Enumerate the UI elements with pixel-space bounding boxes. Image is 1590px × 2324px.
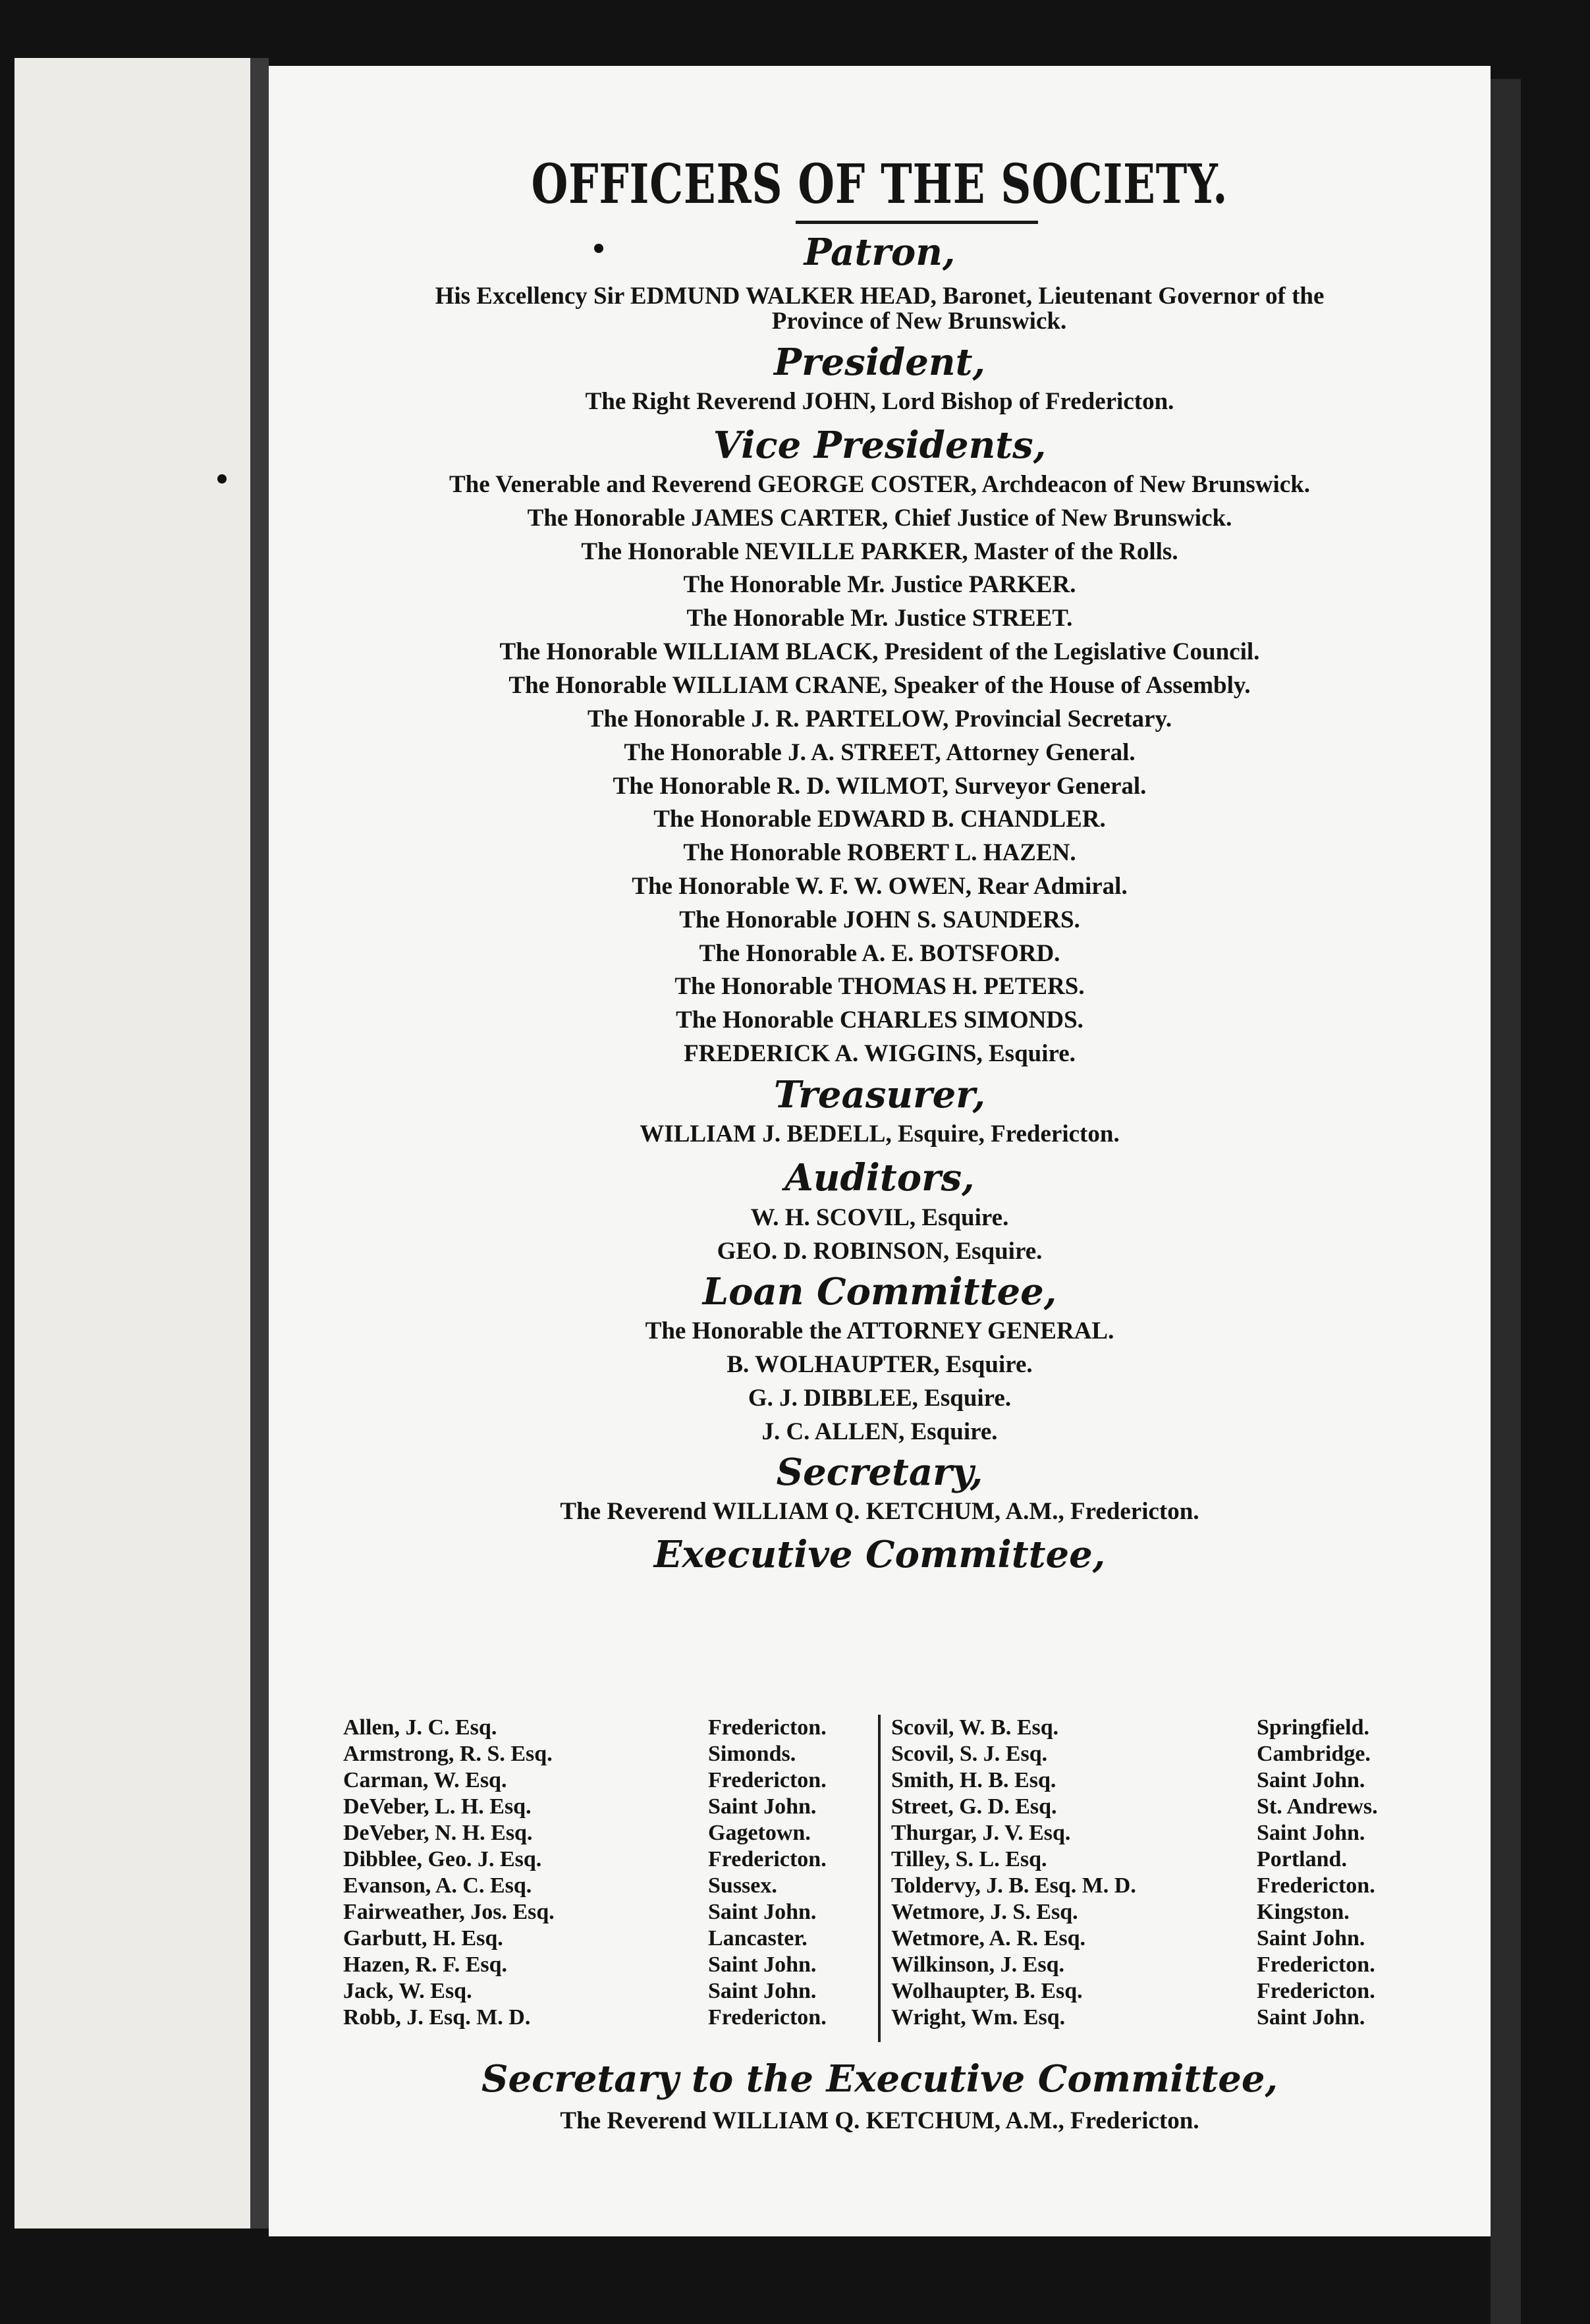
- member-place: Cambridge.: [1257, 1742, 1371, 1766]
- secretary-line: The Reverend WILLIAM Q. KETCHUM, A.M., Fredericton.: [560, 1498, 1199, 1525]
- left-names-column: [343, 1715, 555, 2031]
- patron-line-1: His Excellency Sir EDMUND WALKER HEAD, Baronet, Lieutenant Governor of the: [435, 283, 1325, 310]
- member-place: Fredericton.: [708, 1715, 827, 1740]
- secretary-to-executive-line: The Reverend WILLIAM Q. KETCHUM, A.M., Fredericton.: [560, 2107, 1199, 2134]
- loan-committee-line: The Honorable the ATTORNEY GENERAL.: [645, 1317, 1114, 1344]
- treasurer-line: WILLIAM J. BEDELL, Esquire, Fredericton.: [640, 1120, 1120, 1148]
- right-names-column: [891, 1715, 1136, 2031]
- right-places-column: [1257, 1715, 1378, 2031]
- auditor-line: GEO. D. ROBINSON, Esquire.: [717, 1238, 1043, 1265]
- member-place: Gagetown.: [708, 1821, 811, 1845]
- vice-president-line: The Honorable J. R. PARTELOW, Provincial Secretary.: [587, 706, 1172, 733]
- book-binding-edge: [1491, 79, 1521, 2324]
- vice-president-line: The Honorable CHARLES SIMONDS.: [676, 1007, 1083, 1034]
- column-divider: [878, 1715, 881, 2042]
- vice-president-line: The Honorable EDWARD B. CHANDLER.: [653, 806, 1106, 833]
- member-name: Scovil, S. J. Esq.: [891, 1742, 1048, 1766]
- member-name: Thurgar, J. V. Esq.: [891, 1821, 1071, 1845]
- member-place: Saint John.: [1257, 2005, 1365, 2030]
- vice-president-line: The Honorable Mr. Justice STREET.: [686, 605, 1073, 632]
- page-title: OFFICERS OF THE SOCIETY.: [531, 153, 1228, 216]
- member-name: Scovil, W. B. Esq.: [891, 1715, 1059, 1740]
- loan-committee-line: B. WOLHAUPTER, Esquire.: [726, 1351, 1033, 1378]
- left-places-column: [708, 1715, 827, 2031]
- vice-president-line: The Honorable R. D. WILMOT, Surveyor General.: [613, 773, 1147, 800]
- member-place: Portland.: [1257, 1847, 1347, 1871]
- executive-committee-heading: Executive Committee,: [653, 1533, 1106, 1576]
- vice-president-line: The Honorable ROBERT L. HAZEN.: [683, 839, 1076, 866]
- ink-mark: [217, 474, 227, 484]
- vice-president-line: The Venerable and Reverend GEORGE COSTER, Archdeacon of New Brunswick.: [449, 471, 1311, 498]
- vice-president-line: The Honorable J. A. STREET, Attorney General.: [624, 739, 1136, 766]
- member-place: Saint John.: [708, 1794, 817, 1819]
- secretary-heading: Secretary,: [776, 1451, 983, 1494]
- member-name: Wetmore, J. S. Esq.: [891, 1900, 1078, 1924]
- member-name: Smith, H. B. Esq.: [891, 1768, 1056, 1792]
- member-name: Street, G. D. Esq.: [891, 1794, 1057, 1819]
- loan-committee-heading: Loan Committee,: [702, 1270, 1057, 1314]
- president-line: The Right Reverend JOHN, Lord Bishop of Fredericton.: [585, 388, 1174, 415]
- vice-presidents-heading: Vice Presidents,: [713, 424, 1047, 467]
- vice-president-line: The Honorable JOHN S. SAUNDERS.: [679, 906, 1080, 933]
- loan-committee-line: G. J. DIBBLEE, Esquire.: [748, 1385, 1012, 1412]
- member-name: Toldervy, J. B. Esq. M. D.: [891, 1873, 1136, 1898]
- member-name: Fairweather, Jos. Esq.: [343, 1900, 555, 1924]
- vice-president-line: The Honorable Mr. Justice PARKER.: [683, 571, 1076, 598]
- member-place: Simonds.: [708, 1742, 796, 1766]
- member-name: Evanson, A. C. Esq.: [343, 1873, 532, 1898]
- vice-president-line: The Honorable NEVILLE PARKER, Master of the Rolls.: [581, 538, 1178, 565]
- secretary-to-executive-heading: Secretary to the Executive Committee,: [481, 2057, 1278, 2101]
- vice-president-line: FREDERICK A. WIGGINS, Esquire.: [684, 1040, 1076, 1067]
- member-place: Saint John.: [1257, 1768, 1365, 1792]
- member-name: Wilkinson, J. Esq.: [891, 1952, 1065, 1977]
- member-place: Fredericton.: [708, 1847, 827, 1871]
- patron-heading: Patron,: [804, 231, 956, 274]
- member-name: Dibblee, Geo. J. Esq.: [343, 1847, 542, 1871]
- member-name: Armstrong, R. S. Esq.: [343, 1742, 553, 1766]
- vice-president-line: The Honorable W. F. W. OWEN, Rear Admiral.: [632, 873, 1128, 900]
- member-name: DeVeber, L. H. Esq.: [343, 1794, 532, 1819]
- member-name: Allen, J. C. Esq.: [343, 1715, 497, 1740]
- auditors-heading: Auditors,: [784, 1156, 975, 1200]
- vice-president-line: The Honorable WILLIAM BLACK, President of the Legislative Council.: [499, 638, 1260, 665]
- member-name: Garbutt, H. Esq.: [343, 1926, 503, 1950]
- member-place: Springfield.: [1257, 1715, 1369, 1740]
- member-place: Kingston.: [1257, 1900, 1350, 1924]
- member-name: Wolhaupter, B. Esq.: [891, 1979, 1083, 2003]
- member-place: Fredericton.: [1257, 1873, 1375, 1898]
- vice-president-line: The Honorable WILLIAM CRANE, Speaker of the House of Assembly.: [508, 672, 1251, 699]
- member-place: Saint John.: [1257, 1926, 1365, 1950]
- member-place: Sussex.: [708, 1873, 777, 1898]
- member-place: Saint John.: [708, 1952, 817, 1977]
- facing-page: [14, 58, 252, 2228]
- patron-line-2: Province of New Brunswick.: [771, 308, 1067, 335]
- member-name: Jack, W. Esq.: [343, 1979, 472, 2003]
- title-rule: [796, 221, 1038, 224]
- member-name: Tilley, S. L. Esq.: [891, 1847, 1047, 1871]
- member-name: DeVeber, N. H. Esq.: [343, 1821, 533, 1845]
- member-name: Hazen, R. F. Esq.: [343, 1952, 508, 1977]
- member-name: Wetmore, A. R. Esq.: [891, 1926, 1085, 1950]
- member-name: Carman, W. Esq.: [343, 1768, 507, 1792]
- document-page: [269, 66, 1491, 2236]
- auditor-line: W. H. SCOVIL, Esquire.: [750, 1204, 1009, 1231]
- member-place: Fredericton.: [1257, 1952, 1375, 1977]
- member-name: Robb, J. Esq. M. D.: [343, 2005, 531, 2030]
- member-place: Saint John.: [708, 1979, 817, 2003]
- treasurer-heading: Treasurer,: [773, 1073, 986, 1117]
- member-place: St. Andrews.: [1257, 1794, 1378, 1819]
- member-name: Wright, Wm. Esq.: [891, 2005, 1066, 2030]
- member-place: Fredericton.: [708, 1768, 827, 1792]
- president-heading: President,: [774, 341, 985, 384]
- vice-president-line: The Honorable A. E. BOTSFORD.: [699, 940, 1060, 967]
- member-place: Saint John.: [1257, 1821, 1365, 1845]
- member-place: Saint John.: [708, 1900, 817, 1924]
- vice-president-line: The Honorable JAMES CARTER, Chief Justice of New Brunswick.: [527, 505, 1232, 532]
- page-gutter: [250, 58, 269, 2228]
- member-place: Lancaster.: [708, 1926, 808, 1950]
- loan-committee-line: J. C. ALLEN, Esquire.: [761, 1418, 998, 1445]
- vice-president-line: The Honorable THOMAS H. PETERS.: [674, 973, 1085, 1000]
- member-place: Fredericton.: [708, 2005, 827, 2030]
- member-place: Fredericton.: [1257, 1979, 1375, 2003]
